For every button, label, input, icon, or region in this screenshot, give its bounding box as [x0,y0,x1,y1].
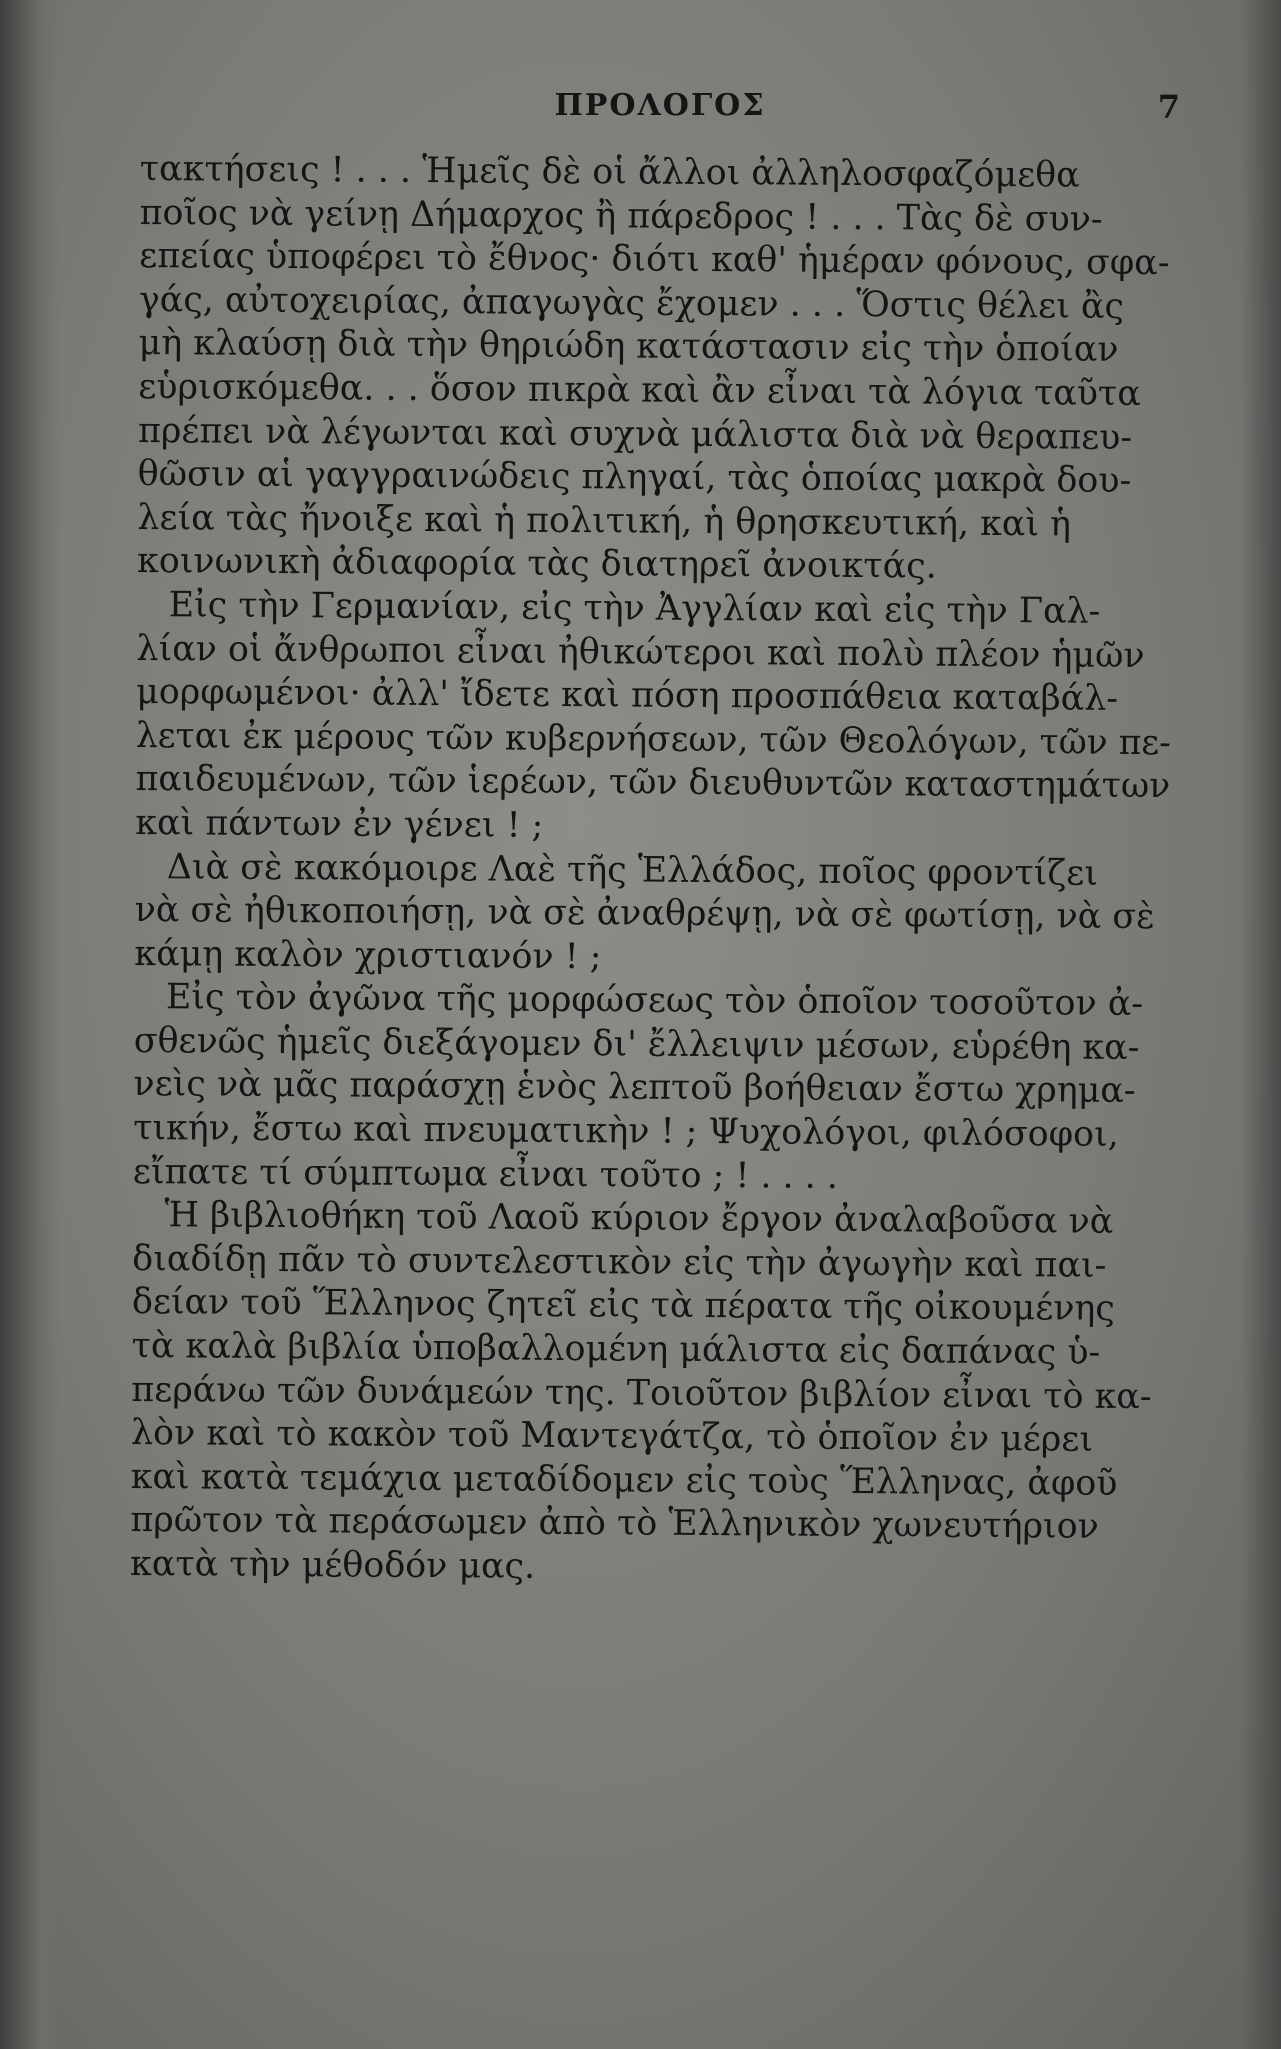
text-line: κοινωνικὴ ἀδιαφορία τὰς διατηρεῖ ἀνοικτάς. [136,541,937,587]
body-text [130,148,1180,1594]
text-line: νὰ σὲ ἠθικοποιήσῃ, νὰ σὲ ἀναθρέψῃ, νὰ σὲ φωτίσῃ, νὰ σὲ [134,890,1155,938]
text-line: πρέπει νὰ λέγωνται καὶ συχνὰ μάλιστα διὰ νὰ θεραπευ- [137,410,1133,458]
text-line: λίαν οἱ ἄνθρωποι εἶναι ἠθικώτεροι καὶ πολὺ πλέον ἡμῶν [136,628,1145,676]
page-gutter-left [0,0,60,2049]
text-line: ποῖος νὰ γείνῃ Δήμαρχος ἢ πάρεδρος ! . . . Τὰς δὲ συν- [139,192,1103,240]
text-line: τικήν, ἔστω καὶ πνευματικὴν ! ; Ψυχολόγοι, φιλόσοφοι, [133,1108,1119,1155]
running-title: ΠΡΟΛΟΓΟΣ [554,88,766,123]
paragraph-start-line: Εἰς τὸν ἀγῶνα τῆς μορφώσεως τὸν ὁποῖον τοσοῦτον ἀ- [165,977,1144,1025]
page-number: 7 [1157,88,1180,126]
text-line: γάς, αὐτοχειρίας, ἀπαγωγὰς ἔχομεν . . . Ὅστις θέλει ἂς [138,279,1125,327]
text-line: λεία τὰς ἤνοιξε καὶ ἡ πολιτική, ἡ θρησκευτική, καὶ ἡ [137,497,1072,545]
text-line: περάνω τῶν δυνάμεών της. Τοιοῦτον βιβλίον εἶναι τὸ κα- [131,1369,1152,1417]
text-line: μορφωμένοι· ἀλλ' ἴδετε καὶ πόση προσπάθεια καταβάλ- [136,672,1119,719]
text-line: καὶ κατὰ τεμάχια μεταδίδομεν εἰς τοὺς Ἕλληνας, ἀφοῦ [130,1456,1118,1504]
page-header [140,88,1180,128]
text-line: μὴ κλαύσῃ διὰ τὴν θηριώδη κατάστασιν εἰς τὴν ὁποίαν [138,323,1119,371]
text-line: διαδίδῃ πᾶν τὸ συντελεστικὸν εἰς τὴν ἀγωγὴν καὶ παι- [132,1238,1107,1286]
text-line: σθενῶς ἡμεῖς διεξάγομεν δι' ἔλλειψιν μέσων, εὑρέθη κα- [133,1020,1140,1068]
text-line: θῶσιν αἱ γαγγραινώδεις πληγαί, τὰς ὁποίας μακρὰ δου- [137,454,1132,502]
text-line: τὰ καλὰ βιβλία ὑποβαλλομένη μάλιστα εἰς δαπάνας ὑ- [131,1326,1101,1373]
text-line: παιδευμένων, τῶν ἱερέων, τῶν διευθυντῶν καταστημάτων [135,759,1171,807]
text-line: εὑρισκόμεθα. . . ὅσον πικρὰ καὶ ἂν εἶναι τὰ λόγια ταῦτα [138,366,1141,414]
text-line: πρῶτον τὰ περάσωμεν ἀπὸ τὸ Ἑλληνικὸν χωνευτήριον [130,1500,1099,1548]
text-line: λεται ἐκ μέρους τῶν κυβερνήσεων, τῶν Θεολόγων, τῶν πε- [135,715,1171,763]
text-line: λὸν καὶ τὸ κακὸν τοῦ Μαντεγάτζα, τὸ ὁποῖον ἐν μέρει [130,1413,1094,1460]
text-line: κάμῃ καλὸν χριστιανόν ! ; [134,933,602,977]
page-gutter-right [1241,0,1281,2049]
paragraph-start-line: Διὰ σὲ κακόμοιρε Λαὲ τῆς Ἑλλάδος, ποῖος φροντίζει [166,846,1099,894]
text-line: κατὰ τὴν μέθοδόν μας. [129,1543,536,1587]
paragraph-start-line: Ἡ βιβλιοθήκη τοῦ Λαοῦ κύριον ἔργον ἀναλαβοῦσα νὰ [164,1195,1114,1243]
text-line: δείαν τοῦ Ἕλληνος ζητεῖ εἰς τὰ πέρατα τῆς οἰκουμένης [131,1282,1116,1330]
paragraph-start-line: Εἰς τὴν Γερμανίαν, εἰς τὴν Ἀγγλίαν καὶ εἰς τὴν Γαλ- [168,585,1101,632]
text-line: νεὶς νὰ μᾶς παράσχῃ ἑνὸς λεπτοῦ βοήθειαν ἔστω χρημα- [133,1064,1136,1112]
text-line: επείας ὑποφέρει τὸ ἔθνος· διότι καθ' ἡμέραν φόνους, σφα- [139,236,1170,284]
text-line: εἴπατε τί σύμπτωμα εἶναι τοῦτο ; ! . . . . [132,1151,839,1197]
text-line: τακτήσεις ! . . . Ἡμεῖς δὲ οἱ ἄλλοι ἀλληλοσφαζόμεθα [139,148,1080,196]
text-line: καὶ πάντων ἐν γένει ! ; [135,802,544,846]
